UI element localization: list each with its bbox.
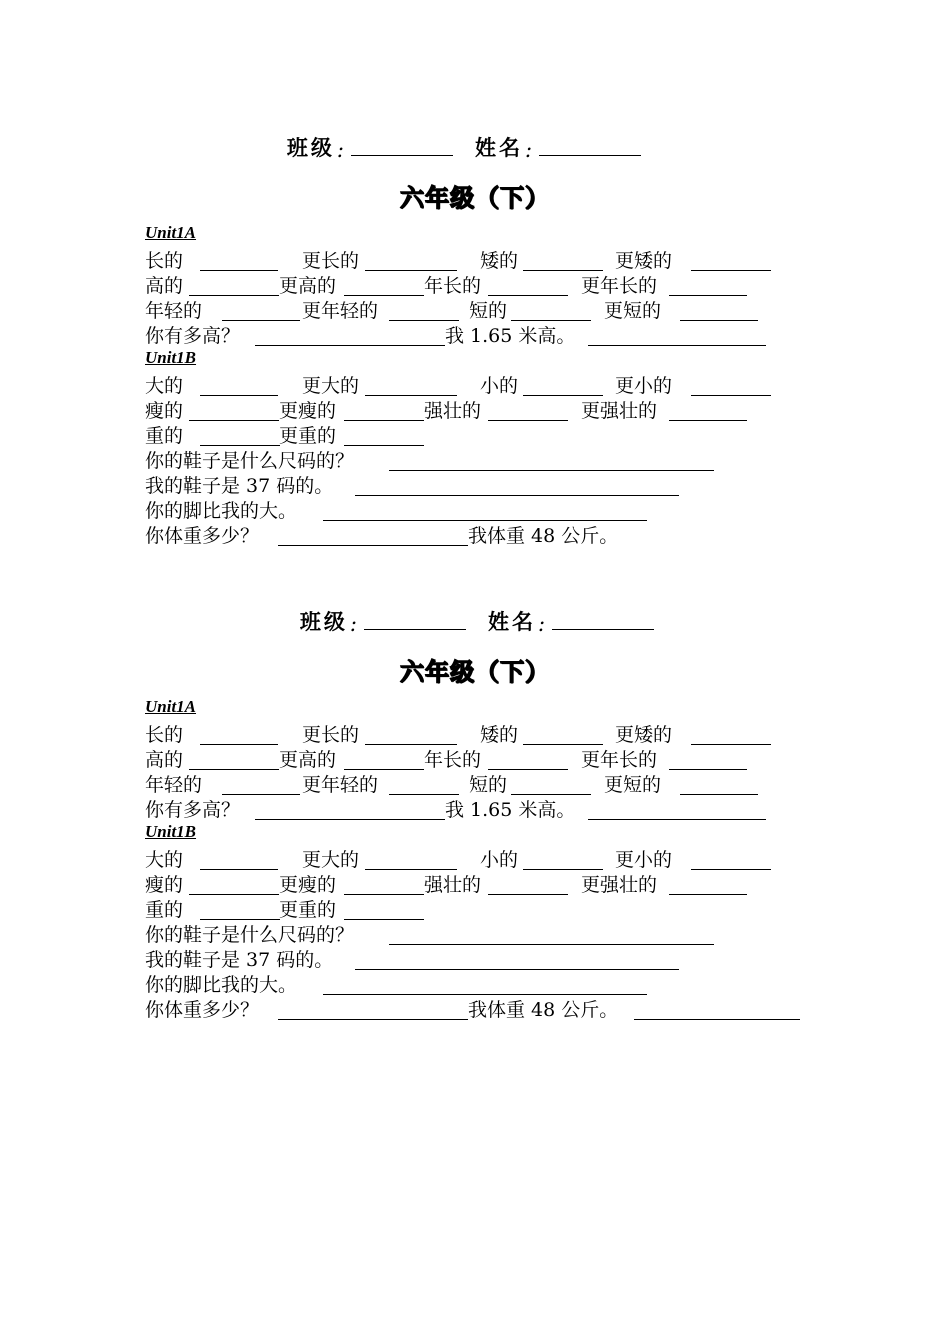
word-blank (222, 320, 300, 321)
word: 更年长的 (581, 275, 658, 297)
unit1a-row-2 (145, 274, 845, 298)
answer: 我体重 48 公斤。 (468, 525, 619, 547)
translation-blank (323, 520, 647, 521)
word-blank (200, 919, 280, 920)
unit1b-sentence-2 (145, 474, 845, 498)
answer: 我 1.65 米高。 (445, 325, 576, 347)
name-blank (539, 154, 641, 156)
word: 更高的 (279, 275, 337, 297)
unit1a-row-1 (145, 723, 845, 747)
word: 更长的 (302, 250, 360, 272)
word-blank (511, 320, 591, 321)
unit1a-row-3 (145, 299, 845, 323)
translation-blank (355, 969, 679, 970)
translation-blank (355, 495, 679, 496)
word: 年长的 (424, 275, 482, 297)
translation-blank (389, 944, 714, 945)
word-blank (200, 869, 278, 870)
unit1b-row-2 (145, 399, 845, 423)
word-blank (691, 744, 771, 745)
word-blank (189, 769, 279, 770)
word-blank (669, 894, 747, 895)
word: 年长的 (424, 749, 482, 771)
sentence: 你的脚比我的大。 (145, 974, 298, 996)
word-blank (488, 769, 568, 770)
word: 更大的 (302, 849, 360, 871)
word: 重的 (145, 425, 184, 447)
word-blank (365, 869, 457, 870)
sentence: 你的鞋子是什么尺码的？ (145, 924, 355, 946)
unit1a-row-3 (145, 773, 845, 797)
word: 更高的 (279, 749, 337, 771)
name-colon: : (538, 612, 549, 636)
word: 大的 (145, 375, 184, 397)
translation-blank (588, 345, 766, 346)
class-label: 班级 (299, 609, 348, 634)
word-blank (365, 744, 457, 745)
word-blank (691, 869, 771, 870)
sentence: 我的鞋子是 37 码的。 (145, 475, 334, 497)
unit1b-question-line (145, 524, 845, 548)
word-blank (488, 894, 568, 895)
word-blank (200, 445, 280, 446)
name-blank (552, 628, 654, 630)
word-blank (669, 295, 747, 296)
word-blank (344, 769, 424, 770)
unit1a-question-line (145, 324, 845, 348)
unit1b-row-2 (145, 873, 845, 897)
word: 瘦的 (145, 400, 184, 422)
word-blank (523, 270, 603, 271)
unit1b-sentence-3 (145, 973, 845, 997)
word: 更小的 (615, 849, 673, 871)
class-colon: : (349, 612, 360, 636)
word-blank (691, 395, 771, 396)
word: 短的 (469, 300, 508, 322)
word-blank (389, 794, 459, 795)
answer-blank (278, 545, 468, 546)
word-blank (389, 320, 459, 321)
word-blank (523, 869, 603, 870)
unit1b-row-3 (145, 424, 845, 448)
word: 矮的 (480, 250, 519, 272)
word-blank (511, 794, 591, 795)
word-blank (344, 295, 424, 296)
word: 高的 (145, 749, 184, 771)
word: 更长的 (302, 724, 360, 746)
unit1a-question-line (145, 798, 845, 822)
class-blank (364, 628, 466, 630)
word: 更强壮的 (581, 874, 658, 896)
word-blank (365, 270, 457, 271)
word: 更矮的 (615, 724, 673, 746)
question: 你体重多少？ (145, 525, 260, 547)
word-blank (344, 420, 424, 421)
word: 年轻的 (145, 774, 203, 796)
word: 更重的 (279, 425, 337, 447)
word: 小的 (480, 849, 519, 871)
word: 长的 (145, 250, 184, 272)
translation-blank (588, 819, 766, 820)
worksheet-title: 六年级（下） (400, 183, 550, 212)
sentence: 我的鞋子是 37 码的。 (145, 949, 334, 971)
word: 更小的 (615, 375, 673, 397)
word: 大的 (145, 849, 184, 871)
unit1b-sentence-3 (145, 499, 845, 523)
word-blank (365, 395, 457, 396)
unit1b-heading: Unit1B (145, 348, 197, 367)
word: 年轻的 (145, 300, 203, 322)
word-blank (488, 295, 568, 296)
unit1a-row-2 (145, 748, 845, 772)
unit1b-sentence-1 (145, 923, 845, 947)
name-colon: : (525, 138, 536, 162)
worksheet-title: 六年级（下） (400, 657, 550, 686)
class-colon: : (336, 138, 347, 162)
word: 短的 (469, 774, 508, 796)
word-blank (200, 270, 278, 271)
word-blank (344, 445, 424, 446)
word: 瘦的 (145, 874, 184, 896)
sentence: 你的脚比我的大。 (145, 500, 298, 522)
word-blank (344, 919, 424, 920)
word-blank (669, 420, 747, 421)
sentence: 你的鞋子是什么尺码的？ (145, 450, 355, 472)
word: 高的 (145, 275, 184, 297)
word: 强壮的 (424, 874, 482, 896)
word-blank (189, 894, 279, 895)
word: 重的 (145, 899, 184, 921)
word: 更短的 (604, 774, 662, 796)
word: 更大的 (302, 375, 360, 397)
name-label: 姓名 (488, 609, 536, 634)
word-blank (222, 794, 300, 795)
name-label: 姓名 (475, 135, 523, 160)
class-name-header (13, 604, 950, 636)
word: 长的 (145, 724, 184, 746)
answer-blank (278, 1019, 468, 1020)
word-blank (680, 320, 758, 321)
word: 更年轻的 (302, 774, 379, 796)
unit1b-sentence-2 (145, 948, 845, 972)
answer-blank (255, 345, 445, 346)
word-blank (523, 395, 603, 396)
unit1b-row-3 (145, 898, 845, 922)
word: 矮的 (480, 724, 519, 746)
word-blank (344, 894, 424, 895)
class-blank (351, 154, 453, 156)
unit1b-heading: Unit1B (145, 822, 197, 841)
word: 更矮的 (615, 250, 673, 272)
answer: 我体重 48 公斤。 (468, 999, 619, 1021)
word-blank (691, 270, 771, 271)
word: 更瘦的 (279, 400, 337, 422)
class-name-header (0, 130, 950, 162)
word-blank (523, 744, 603, 745)
word-blank (189, 420, 279, 421)
word-blank (200, 744, 278, 745)
word-blank (680, 794, 758, 795)
word: 更年长的 (581, 749, 658, 771)
question: 你有多高？ (145, 799, 241, 821)
question: 你有多高？ (145, 325, 241, 347)
answer: 我 1.65 米高。 (445, 799, 576, 821)
word: 小的 (480, 375, 519, 397)
word-blank (189, 295, 279, 296)
unit1b-sentence-1 (145, 449, 845, 473)
question: 你体重多少？ (145, 999, 260, 1021)
class-label: 班级 (286, 135, 335, 160)
word-blank (669, 769, 747, 770)
unit1b-row-1 (145, 848, 845, 872)
unit1a-heading: Unit1A (145, 223, 197, 242)
word: 更强壮的 (581, 400, 658, 422)
unit1b-row-1 (145, 374, 845, 398)
unit1b-question-line (145, 998, 845, 1022)
word-blank (200, 395, 278, 396)
unit1a-heading: Unit1A (145, 697, 197, 716)
word: 更瘦的 (279, 874, 337, 896)
word: 更年轻的 (302, 300, 379, 322)
translation-blank (323, 994, 647, 995)
unit1a-row-1 (145, 249, 845, 273)
word-blank (488, 420, 568, 421)
answer-blank (255, 819, 445, 820)
translation-blank (389, 470, 714, 471)
word: 强壮的 (424, 400, 482, 422)
word: 更重的 (279, 899, 337, 921)
word: 更短的 (604, 300, 662, 322)
translation-blank (634, 1019, 800, 1020)
